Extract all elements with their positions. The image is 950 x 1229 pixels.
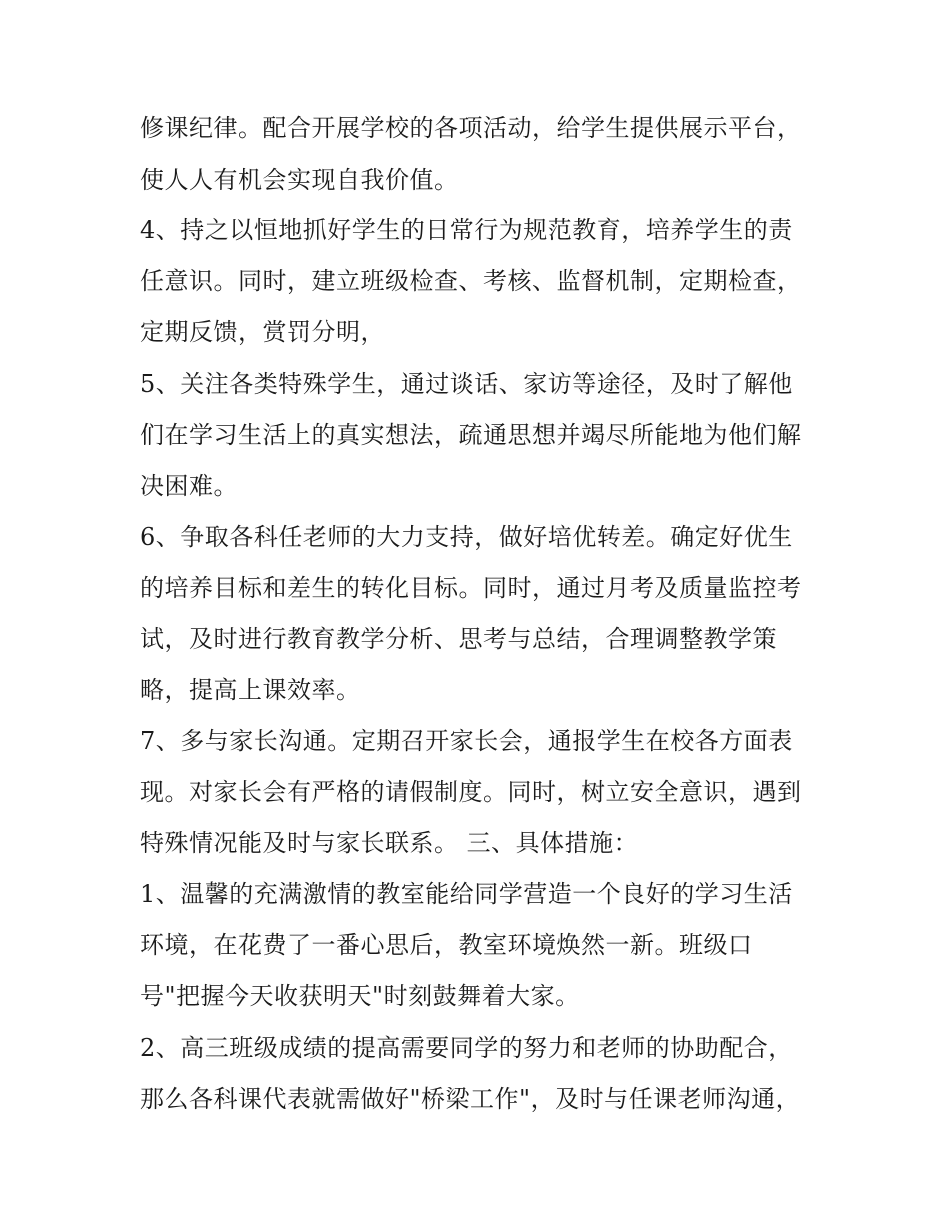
text-line: 7、多与家长沟通。定期召开家长会，通报学生在校各方面表 xyxy=(140,727,793,755)
text-line: 1、温馨的充满激情的教室能给同学营造一个良好的学习生活 xyxy=(140,880,793,908)
text-line: 修课纪律。配合开展学校的各项活动，给学生提供展示平台， xyxy=(140,114,802,142)
text-line: 2、高三班级成绩的提高需要同学的努力和老师的协助配合， xyxy=(140,1034,793,1062)
text-line: 的培养目标和差生的转化目标。同时，通过月考及质量监控考 xyxy=(140,574,802,602)
text-line: 6、争取各科任老师的大力支持，做好培优转差。确定好优生 xyxy=(140,523,793,551)
text-line: 任意识。同时，建立班级检查、考核、监督机制，定期检查， xyxy=(140,267,802,295)
text-line: 们在学习生活上的真实想法，疏通思想并竭尽所能地为他们解 xyxy=(140,421,802,449)
text-line: 定期反馈，赏罚分明， xyxy=(140,318,385,346)
text-line: 特殊情况能及时与家长联系。 三、具体措施： xyxy=(140,829,639,857)
text-line: 号"把握今天收获明天"时刻鼓舞着大家。 xyxy=(140,982,580,1010)
text-line: 环境，在花费了一番心思后，教室环境焕然一新。班级口 xyxy=(140,931,753,959)
text-line: 现。对家长会有严格的请假制度。同时，树立安全意识，遇到 xyxy=(140,778,802,806)
text-line: 5、关注各类特殊学生，通过谈话、家访等途径，及时了解他 xyxy=(140,370,793,398)
text-line: 试，及时进行教育教学分析、思考与总结，合理调整教学策 xyxy=(140,625,777,653)
text-line: 决困难。 xyxy=(140,472,238,500)
text-line: 略，提高上课效率。 xyxy=(140,676,361,704)
text-line: 使人人有机会实现自我价值。 xyxy=(140,166,459,194)
text-line: 那么各科课代表就需做好"桥梁工作"，及时与任课老师沟通， xyxy=(140,1085,801,1113)
text-line: 4、持之以恒地抓好学生的日常行为规范教育，培养学生的责 xyxy=(140,216,793,244)
